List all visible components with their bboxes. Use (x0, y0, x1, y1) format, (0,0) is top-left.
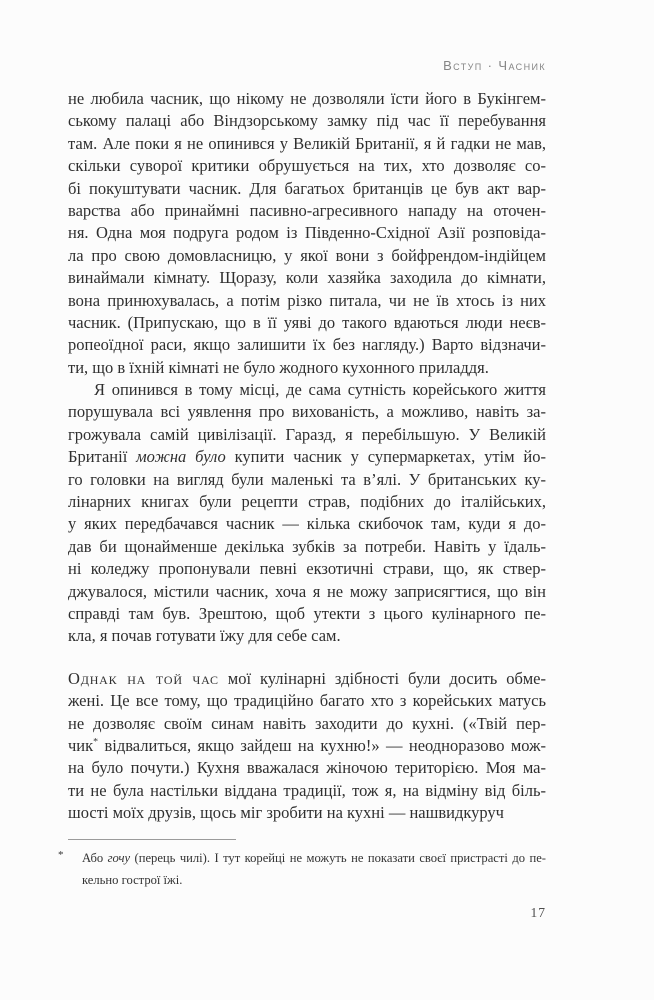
text-line: ропеоїдної раси, якщо залишити їх без нагляду.) Варто відзначи- (68, 335, 546, 355)
footnote-line: кельно гострої їжі. (82, 873, 183, 888)
text-line: жені. Це все тому, що традиційно багато хто з корейських матусь (68, 691, 546, 711)
text-line: чик* відвалиться, якщо зайдеш на кухню!» — неодноразово мож- (68, 735, 546, 755)
footnote-marker: * (58, 848, 64, 861)
text-line: справді там був. Зрештою, щоб утекти з цього кулінарного пе- (68, 603, 546, 623)
text-line: кла, я почав готувати їжу для себе сам. (68, 626, 341, 646)
emphasis-text: гочу (107, 850, 131, 865)
footnote-lines (82, 847, 546, 892)
text-line: часник. (Припускаю, що в її уяві до такого вдаються люди неєв- (68, 312, 546, 332)
text-line: лінарних книгах були рецепти страв, подібних до італійських, (68, 492, 546, 512)
footnote (58, 847, 546, 892)
body-text (68, 88, 546, 825)
text-line: го головки на вигляд були маленькі та в’ялі. У британських ку- (68, 469, 546, 489)
text-line: порушувала всі уявлення про вихованість, а можливо, навіть за- (68, 402, 546, 422)
text-line: грожувала самій цивілізації. Гаразд, я перебільшую. У Великій (68, 424, 546, 444)
text-line: скільки суворої критики обрушується на тих, хто дозволяє со- (68, 156, 546, 176)
text-line: вона принюхувалась, а потім різко питала, чи не їв хтось із них (68, 290, 546, 310)
text-line: ні коледжу пропонували певні екзотичні страви, що, як ствер- (68, 559, 546, 579)
small-caps-opener: Однак на той час (68, 668, 219, 688)
text-line: ти, що в їхній кімнаті не було жодного кухонного приладдя. (68, 357, 489, 377)
text-line: Британії можна було купити часник у супермаркетах, утім йо- (68, 447, 546, 467)
text-line: варства або принаймні пасивно-агресивного нападу на оточен- (68, 200, 546, 220)
text-line: ському палаці або Віндзорському замку під час її перебування (68, 111, 546, 131)
body-paragraph (68, 379, 546, 648)
text-line: ти не була настільки віддана традиції, тож я, на відміну від біль- (68, 780, 546, 800)
body-paragraph (68, 668, 546, 825)
footnote-ref: * (93, 736, 99, 748)
text-line: дав би щонайменше декілька зубків за потреби. Навіть у їдаль- (68, 536, 546, 556)
text-line: у яких передбачався часник — кілька скибочок там, куди я до- (68, 514, 546, 534)
text-line: на було почути.) Кухня вважалася жіночою територією. Моя ма- (68, 758, 546, 778)
text-line: не дозволяє своїм синам навіть заходити до кухні. («Твій пер- (68, 713, 546, 733)
text-line: Однак на той час мої кулінарні здібності були досить обме- (68, 668, 546, 688)
text-line: там. Але поки я не опинився у Великій Британії, я й гадки не мав, (68, 133, 546, 153)
text-line: шості моїх друзів, щось міг зробити на кухні — нашвидкуруч (68, 803, 504, 823)
emphasis-text: можна було (136, 447, 226, 467)
text-line: винаймали кімнату. Щоразу, коли хазяйка заходила до кімнати, (68, 268, 546, 288)
text-line: джувалося, містили часник, хоча я не можу заприсягтися, що він (68, 581, 546, 601)
text-line: ла про свою домовласницю, у якої вони з бойфрендом-індійцем (68, 245, 546, 265)
running-header: Вступ · Часник (443, 58, 546, 73)
text-line: ня. Одна моя подруга родом із Південно-Східної Азії розповіда- (68, 223, 546, 243)
footnote-divider (68, 839, 236, 840)
body-paragraph (68, 88, 546, 379)
text-line: Я опинився в тому місці, де сама сутність корейського життя (94, 380, 546, 400)
text-line: не любила часник, що нікому не дозволяли їсти його в Букінгем- (68, 89, 546, 108)
page-number: 17 (530, 904, 546, 920)
text-line: бі покуштувати часник. Для багатьох британців це був акт вар- (68, 178, 546, 198)
footnote-line: Або гочу (перець чилі). І тут корейці не можуть не показати своєї пристрасті до пе- (82, 850, 546, 865)
